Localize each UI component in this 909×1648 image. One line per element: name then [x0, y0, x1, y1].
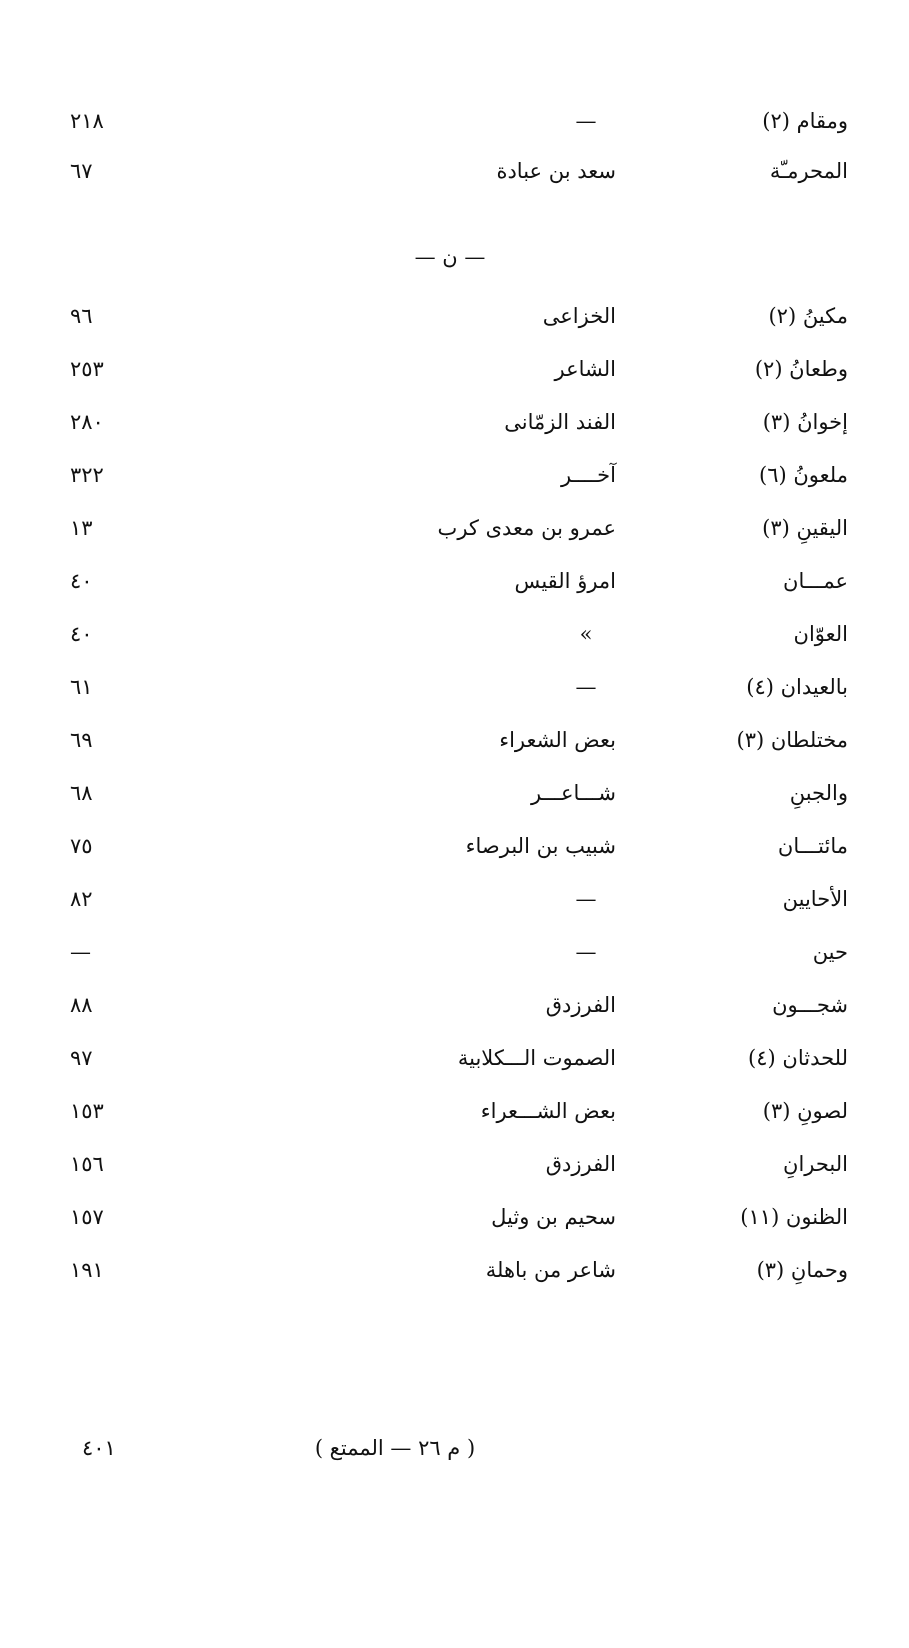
rhyme-word: الظنون (١١) [740, 1205, 848, 1229]
signature-mark: ( م ٢٦ — الممتع ) [314, 1436, 476, 1460]
page-reference: ٩٧ [70, 1046, 93, 1070]
poet-name: شـــاعـــر [530, 781, 616, 805]
index-row [0, 1144, 909, 1184]
poet-name: الفرزدق [545, 993, 616, 1017]
page-reference: ٦٧ [70, 159, 93, 183]
page-reference: ٦٩ [70, 728, 93, 752]
poet-name: الفند الزمّانى [504, 410, 616, 434]
rhyme-word: وحمانِ (٣) [756, 1258, 848, 1282]
poet-name: — [575, 887, 597, 911]
rhyme-word: إخوانُ (٣) [762, 410, 848, 434]
poet-name: آخــــر [560, 463, 616, 487]
index-row [0, 1197, 909, 1237]
index-row [0, 1250, 909, 1290]
index-row [0, 932, 909, 972]
poet-name: عمرو بن معدى كرب [437, 516, 616, 540]
rhyme-word: عمـــان [783, 569, 848, 593]
page-reference: ٧٥ [70, 834, 93, 858]
rhyme-word: الأحايين [782, 887, 848, 911]
rhyme-word: حين [812, 940, 848, 964]
poet-name: الصموت الـــكلابية [457, 1046, 616, 1070]
rhyme-word: لصونِ (٣) [762, 1099, 848, 1123]
rhyme-word: المحرمـّة [769, 159, 848, 183]
page-reference: ٤٠ [70, 622, 93, 646]
poet-name: سحيم بن وثيل [491, 1205, 616, 1229]
poet-name: الشاعر [554, 357, 616, 381]
page-reference: ٢٨٠ [70, 410, 104, 434]
index-row [0, 151, 909, 191]
page-reference: ١٥٣ [70, 1099, 104, 1123]
page-reference: ١٥٧ [70, 1205, 104, 1229]
poet-name: شاعر من باهلة [485, 1258, 616, 1282]
index-row [0, 773, 909, 813]
page-reference: ١٣ [70, 516, 93, 540]
rhyme-word: مكينُ (٢) [768, 304, 848, 328]
section-heading [0, 237, 909, 277]
poet-name: امرؤ القيس [514, 569, 616, 593]
index-row [0, 879, 909, 919]
poet-name: — [575, 675, 597, 699]
rhyme-word: العوّان [793, 622, 848, 646]
poet-name: — [575, 940, 597, 964]
page-reference: ٢٥٣ [70, 357, 104, 381]
poet-name: — [575, 109, 597, 133]
page-reference: ٨٨ [70, 993, 93, 1017]
index-row [0, 101, 909, 141]
index-row [0, 561, 909, 601]
section-letter: — ن — [414, 245, 486, 269]
rhyme-word: والجبنِ [789, 781, 848, 805]
poet-name: الخزاعى [542, 304, 616, 328]
rhyme-word: مختلطان (٣) [736, 728, 848, 752]
index-row [0, 296, 909, 336]
rhyme-word: وطعانُ (٢) [754, 357, 848, 381]
page-reference: ٢١٨ [70, 109, 104, 133]
page-reference: ٦٨ [70, 781, 93, 805]
index-row [0, 985, 909, 1025]
rhyme-word: البحرانِ [783, 1152, 848, 1176]
poet-name: الفرزدق [545, 1152, 616, 1176]
rhyme-word: للحدثان (٤) [748, 1046, 848, 1070]
index-row [0, 826, 909, 866]
poet-name: بعض الشعراء [499, 728, 616, 752]
index-row [0, 349, 909, 389]
page-reference: ١٩١ [70, 1258, 104, 1282]
poet-name: سعد بن عبادة [496, 159, 616, 183]
page-reference: ٩٦ [70, 304, 93, 328]
index-row [0, 614, 909, 654]
rhyme-word: شجـــون [772, 993, 848, 1017]
rhyme-word: اليقينِ (٣) [762, 516, 848, 540]
index-row [0, 720, 909, 760]
index-row [0, 508, 909, 548]
poet-name: بعض الشـــعراء [480, 1099, 616, 1123]
rhyme-word: بالعيدان (٤) [746, 675, 848, 699]
index-row [0, 1091, 909, 1131]
index-row [0, 667, 909, 707]
index-row [0, 402, 909, 442]
index-row [0, 1038, 909, 1078]
page-reference: ٦١ [70, 675, 93, 699]
page-reference: ١٥٦ [70, 1152, 104, 1176]
poet-name: » [579, 622, 593, 646]
page-reference: — [70, 940, 91, 964]
rhyme-word: مائتـــان [777, 834, 848, 858]
page-footer [0, 1428, 909, 1468]
page-reference: ٣٢٢ [70, 463, 104, 487]
index-row [0, 455, 909, 495]
rhyme-word: ومقام (٢) [762, 109, 848, 133]
poet-name: شبيب بن البرصاء [465, 834, 616, 858]
page-reference: ٤٠ [70, 569, 93, 593]
page-reference: ٨٢ [70, 887, 93, 911]
page-number: ٤٠١ [82, 1436, 116, 1460]
rhyme-word: ملعونُ (٦) [759, 463, 848, 487]
